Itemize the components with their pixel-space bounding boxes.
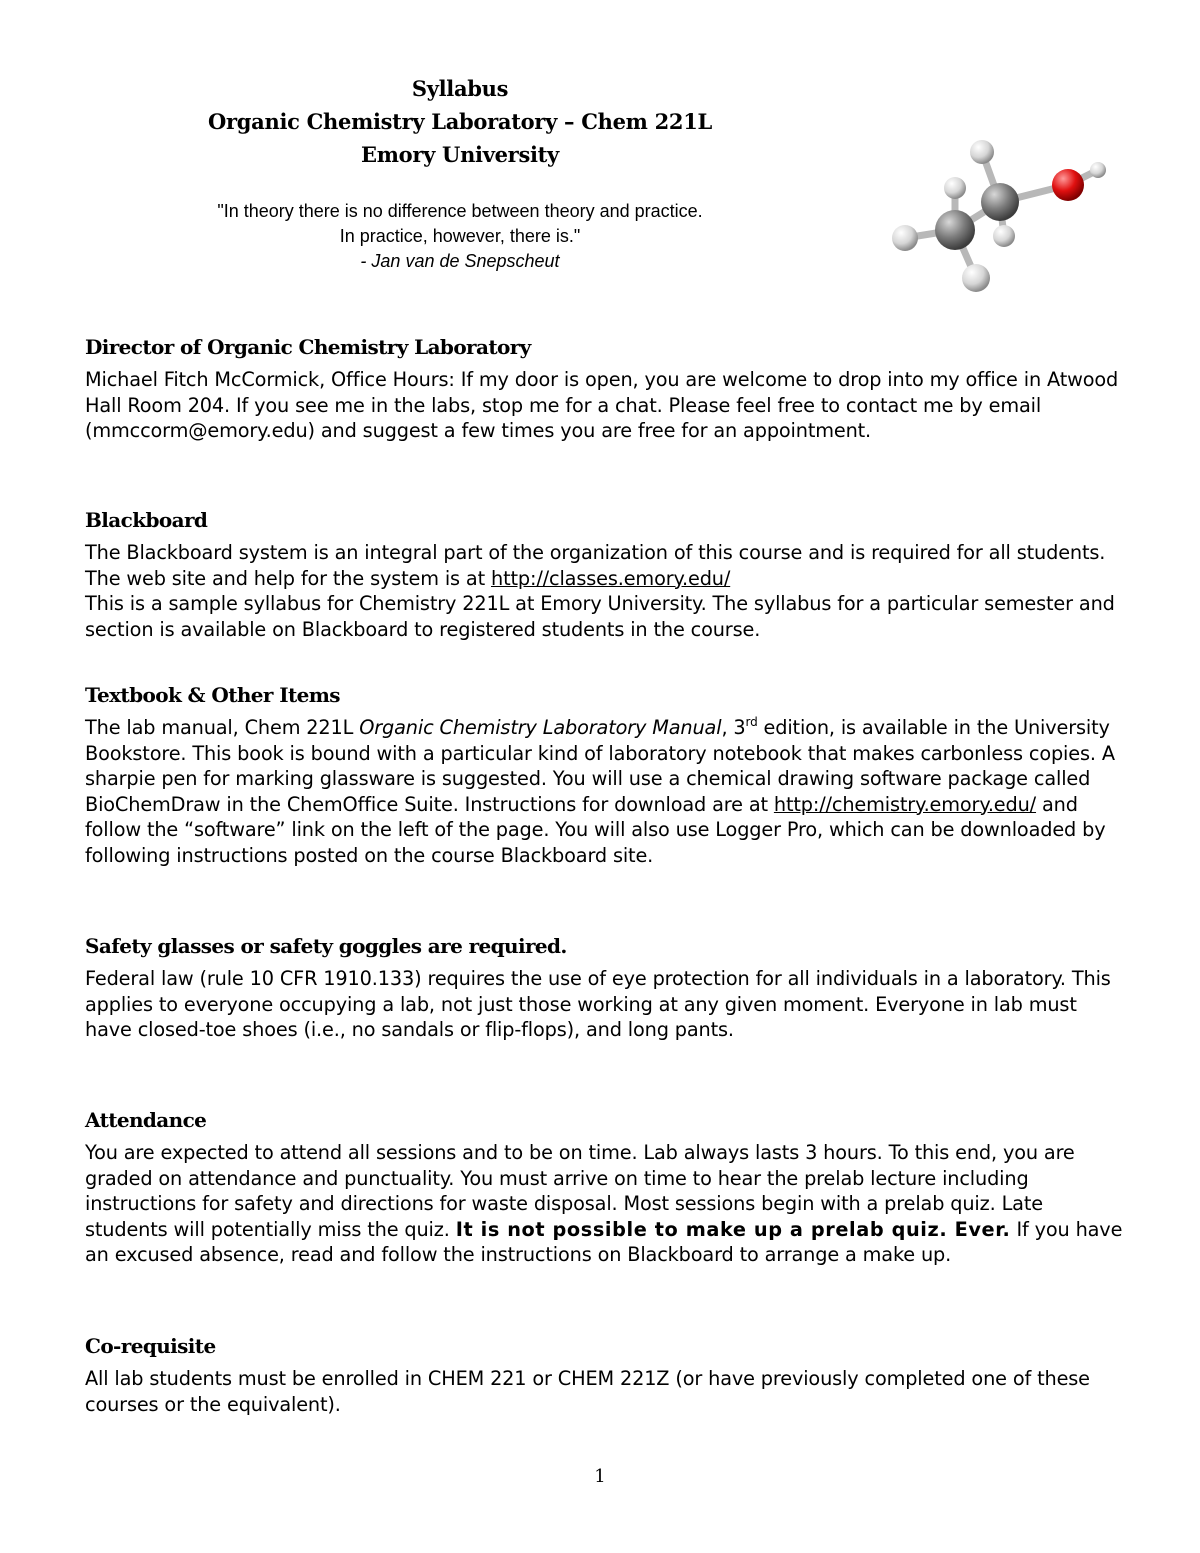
corequisite-body: All lab students must be enrolled in CHEM 221 or CHEM 221Z (or have previously completed one of these courses or the equivalent). xyxy=(85,1367,1090,1416)
title-university: Emory University xyxy=(361,142,559,167)
lab-manual-title: Organic Chemistry Laboratory Manual xyxy=(359,716,722,739)
attendance-text-pre: You are expected to attend all sessions and to be on time. Lab always lasts 3 hours. To this end, you are graded on attendance and punctuality. You must arrive on time to hear the prelab lecture including instructions for safety and directions for waste disposal. Most sessions begin with a prelab quiz. Late students will potentially miss the quiz. xyxy=(85,1141,1075,1241)
director-body: Michael Fitch McCormick, Office Hours: If my door is open, you are welcome to drop into my office in Atwood Hall Room 204. If you see me in the labs, stop me for a chat. Please feel free to contact me by email (mmccorm@emory.edu) and suggest a few times you are free for an appointment. xyxy=(85,368,1119,442)
heading-blackboard: Blackboard xyxy=(85,508,208,532)
title-course: Organic Chemistry Laboratory – Chem 221L xyxy=(208,109,712,134)
section-safety xyxy=(85,932,1125,1043)
quote-author: - Jan van de Snepscheut xyxy=(360,251,560,271)
textbook-body xyxy=(85,715,1125,868)
blackboard-link[interactable]: http://classes.emory.edu/ xyxy=(491,566,731,590)
heading-attendance: Attendance xyxy=(85,1108,207,1132)
textbook-text-pre: The lab manual, Chem 221L xyxy=(85,716,360,739)
document-title xyxy=(160,72,760,171)
page-number: 1 xyxy=(594,1466,606,1487)
chemistry-link[interactable]: http://chemistry.emory.edu/ xyxy=(773,792,1037,816)
section-corequisite xyxy=(85,1332,1125,1417)
textbook-text-mid: edition, is available in the University Bookstore. This book is bound with a particular kind of laboratory notebook that makes carbonless copies. A sharpie pen for marking glassware is suggested. You will use a chemical drawing software package called BioChemDraw in the ChemOffice Suite. Instructions for download are at xyxy=(85,716,1115,816)
attendance-body xyxy=(85,1140,1125,1268)
edition-superscript: rd xyxy=(745,715,758,729)
section-director xyxy=(85,333,1125,444)
heading-corequisite: Co-requisite xyxy=(85,1334,216,1358)
heading-safety: Safety glasses or safety goggles are required. xyxy=(85,934,567,958)
safety-body: Federal law (rule 10 CFR 1910.133) requires the use of eye protection for all individuals in a laboratory. This applies to everyone occupying a lab, not just those working at any given moment. Everyone in lab must have closed-toe shoes (i.e., no sandals or flip-flops), and long pants. xyxy=(85,967,1111,1041)
attendance-text-post: If you have an excused absence, read and follow the instructions on Blackboard to arrange a make up. xyxy=(85,1217,1123,1266)
textbook-edition-number: , 3 xyxy=(721,716,746,739)
quote-line-2: In practice, however, there is." xyxy=(339,226,581,246)
attendance-emphasis: It is not possible to make up a prelab quiz. Ever. xyxy=(455,1217,1011,1241)
blackboard-text: The Blackboard system is an integral part of the organization of this course and is required for all students. The web site and help for the system is at xyxy=(85,541,1106,590)
section-textbook xyxy=(85,681,1125,868)
heading-director: Director of Organic Chemistry Laboratory xyxy=(85,335,531,359)
blackboard-body-1 xyxy=(85,540,1125,591)
section-attendance xyxy=(85,1106,1125,1268)
heading-textbook: Textbook & Other Items xyxy=(85,683,340,707)
epigraph-quote xyxy=(160,199,760,274)
section-blackboard xyxy=(85,506,1125,642)
quote-line-1: "In theory there is no difference between theory and practice. xyxy=(217,201,703,221)
textbook-text-post: and follow the “software” link on the left of the page. You will also use Logger Pro, which can be downloaded by following instructions posted on the course Blackboard site. xyxy=(85,792,1106,867)
ethanol-ball-and-stick-icon xyxy=(880,130,1120,310)
title-syllabus: Syllabus xyxy=(411,76,509,101)
blackboard-body-2: This is a sample syllabus for Chemistry 221L at Emory University. The syllabus for a particular semester and section is available on Blackboard to registered students in the course. xyxy=(85,592,1115,641)
